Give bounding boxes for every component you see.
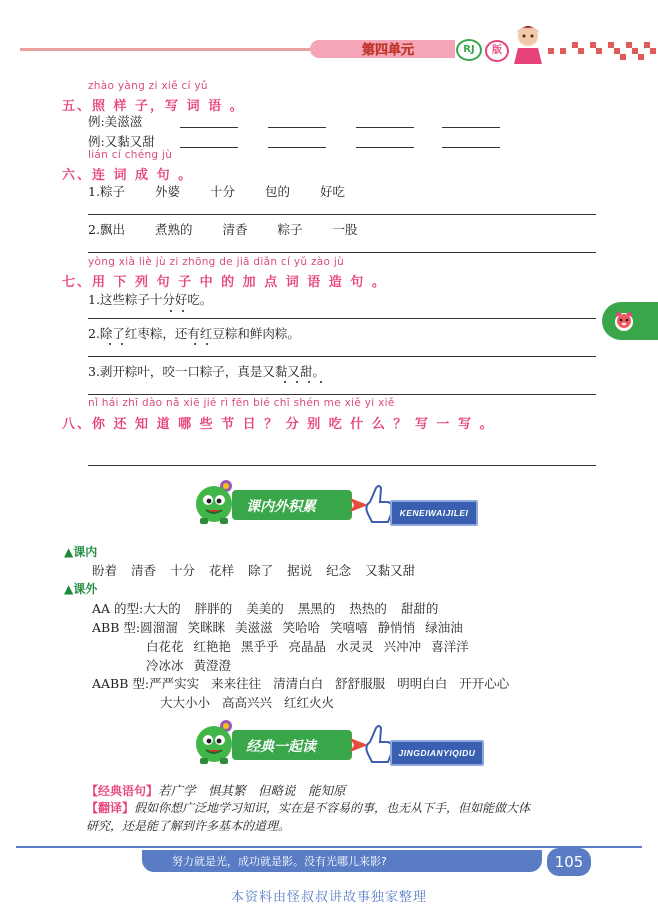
emphasis-dot [194,343,196,345]
word-item: 清香 [222,222,248,237]
section7-sentence-2: 2.除了红枣粽，还有红豆粽和鲜肉粽。 [88,326,300,341]
answer-line[interactable] [88,394,596,395]
section8-pinyin: nǐ hái zhī dào nǎ xiē jié rì fēn bié chī shén me xiě yi xiě [88,397,395,409]
answer-line[interactable] [88,356,596,357]
answer-line[interactable] [88,214,596,215]
word-item: 热热的 [349,601,387,616]
word-item: 甜甜的 [400,601,439,616]
triangle-icon: ▲ [64,582,74,596]
word-item: 开开心心 [459,676,510,691]
header-bar [0,0,658,72]
word-item: 冷冰冰 [146,658,184,673]
word-item: 红红火火 [284,695,335,710]
classic-translation-line-2: 研究，还是能了解到许多基本的道理。 [86,819,291,833]
banner-jingdian-subtitle: JINGDIANYIQIDU [398,748,476,758]
word-item: 黑黑的 [297,601,336,616]
section5-example-1: 例:美滋滋 [88,114,143,129]
footer-rule [16,846,642,848]
emphasis-dot [308,381,310,383]
question-number: 2. [88,222,100,237]
word-item: 煮熟的 [154,222,193,237]
word-item: 来来往往 [211,676,262,691]
section7-title: 七、用 下 列 句 子 中 的 加 点 词 语 造 句 。 [62,275,387,290]
word-item: 水灵灵 [336,639,374,654]
section7-sentence-1: 1.这些粽子十分好吃。 [88,292,213,307]
word-item: 圆溜溜 [140,620,178,635]
word-item: 红艳艳 [193,639,232,654]
classic-quote-label: 【经典语句】 [86,784,159,798]
section6-title: 六、连 词 成 句 。 [62,168,194,183]
emphasis-dot [121,343,123,345]
banner-jingdian-title: 经典一起读 [246,739,316,755]
word-item: 美滋滋 [235,620,273,635]
outside-heading-label: 课外 [73,582,98,596]
banner-kenei-subtitle-box [390,500,478,526]
word-item: 飘出 [99,222,125,237]
emphasis-dot [206,343,208,345]
answer-line[interactable] [88,465,596,466]
abb-label: ABB 型: [92,620,141,635]
abb-row-2 [146,637,469,655]
emphasis-dot [170,310,172,312]
section6-question-2 [88,220,374,238]
fox-face-icon [612,309,636,333]
aa-label: AA 的型: [92,601,144,616]
section8-title: 八、你 还 知 道 哪 些 节 日 ？ 分 别 吃 什 么 ？ 写 一 写 。 [62,417,495,432]
banner-kenei-title: 课内外积累 [246,499,316,515]
abb-row-3 [146,656,231,674]
word-item: 高高兴兴 [222,695,273,710]
emphasis-dot [284,381,286,383]
word-item: 清清白白 [273,676,324,691]
emphasis-dot [182,310,184,312]
outside-heading [64,580,97,597]
header-unit-label: 第四单元 [362,43,415,58]
classic-quote [86,781,346,799]
abb-row-1 [92,618,463,636]
page-number-text: 105 [554,853,584,871]
aabb-row-2 [160,693,334,711]
word-item: 静悄悄 [377,620,416,635]
word-item: 胖胖的 [194,601,233,616]
edition-suffix-text: 版 [492,45,502,56]
word-item: 白花花 [146,639,184,654]
footer-motto: 努力就是光，成功就是影。没有光哪儿来影? [172,855,387,868]
aabb-label: AABB 型: [92,676,150,691]
section5-example-2: 例:又黏又甜 [88,134,155,149]
classic-translation-text: 假如你想广泛地学习知识，实在是不容易的事，也无从下手，但如能做大体 [134,801,531,815]
banner-jingdian-subtitle-box [390,740,484,766]
answer-line[interactable] [88,318,596,319]
header-stripe [20,48,310,51]
word-item: 绿油油 [425,620,463,635]
word-item: 舒舒服服 [335,676,386,691]
answer-line[interactable] [442,147,500,148]
edition-badge [456,39,482,61]
word-item: 一股 [332,222,358,237]
edition-badge-text: RJ [463,44,475,55]
word-item: 兴冲冲 [383,639,422,654]
checker-pattern-icon [548,40,658,62]
word-item: 严严实实 [149,676,200,691]
section7-pinyin: yòng xià liè jù zi zhōng de jiā diǎn cí yǔ zào jù [88,256,345,268]
word-item: 除了 [248,563,274,578]
classic-translation-line-1 [86,799,530,816]
section6-question-1 [88,182,361,200]
answer-line[interactable] [356,147,414,148]
word-item: 黑乎乎 [241,639,279,654]
footer-credit: 本资料由怪叔叔讲故事独家整理 [230,890,427,905]
word-item: 亮晶晶 [288,639,327,654]
answer-line[interactable] [268,147,326,148]
edition-suffix-badge [485,40,509,62]
answer-line[interactable] [356,127,414,128]
section5-pinyin: zhào yàng zi xiě cí yǔ [88,80,208,92]
word-item: 大大小小 [160,695,211,710]
word-item: 粽子 [277,222,303,237]
word-item: 黄澄澄 [193,658,232,673]
word-item: 十分 [209,184,235,199]
aa-row [92,599,438,617]
aabb-row-1 [92,674,509,692]
word-item: 大大的 [143,601,181,616]
word-item: 粽子 [99,184,125,199]
word-item: 喜洋洋 [431,639,469,654]
section6-pinyin: lián cí chéng jù [88,149,173,161]
girl-mascot-icon [510,22,546,66]
word-item: 花样 [209,563,235,578]
word-item: 好吃 [320,184,346,199]
answer-line[interactable] [442,127,500,128]
classic-translation-label: 【翻译】 [86,801,135,815]
page-number [547,848,591,876]
question-number: 1. [88,184,100,199]
word-item: 十分 [170,563,196,578]
word-item: 笑眯眯 [187,620,226,635]
section7-sentence-3: 3.剥开粽叶，咬一口粽子，真是又黏又甜。 [88,364,325,379]
emphasis-dot [109,343,111,345]
section5-title: 五、照 样 子，写 词 语 。 [62,99,245,114]
word-item: 据说 [287,563,313,578]
triangle-icon: ▲ [64,545,74,559]
answer-line[interactable] [180,127,238,128]
word-item: 明明白白 [397,676,448,691]
emphasis-dot [320,381,322,383]
word-item: 笑嘻嘻 [330,620,368,635]
answer-line[interactable] [88,252,596,253]
inside-heading-label: 课内 [73,545,98,559]
word-item: 清香 [131,563,157,578]
classic-quote-text: 若广学 惧其繁 但略说 能知原 [158,783,346,798]
word-item: 又黏又甜 [365,563,416,578]
word-item: 盼着 [92,563,118,578]
emphasis-dot [296,381,298,383]
word-item: 外婆 [154,184,180,199]
inside-heading [64,543,97,560]
word-item: 笑哈哈 [282,620,321,635]
word-item: 美美的 [246,601,284,616]
answer-line[interactable] [180,147,238,148]
word-item: 纪念 [326,563,352,578]
answer-line[interactable] [268,127,326,128]
word-item: 包的 [264,184,290,199]
inside-word-list [92,561,415,579]
banner-kenei-subtitle: KENEIWAIJILEI [399,508,469,518]
